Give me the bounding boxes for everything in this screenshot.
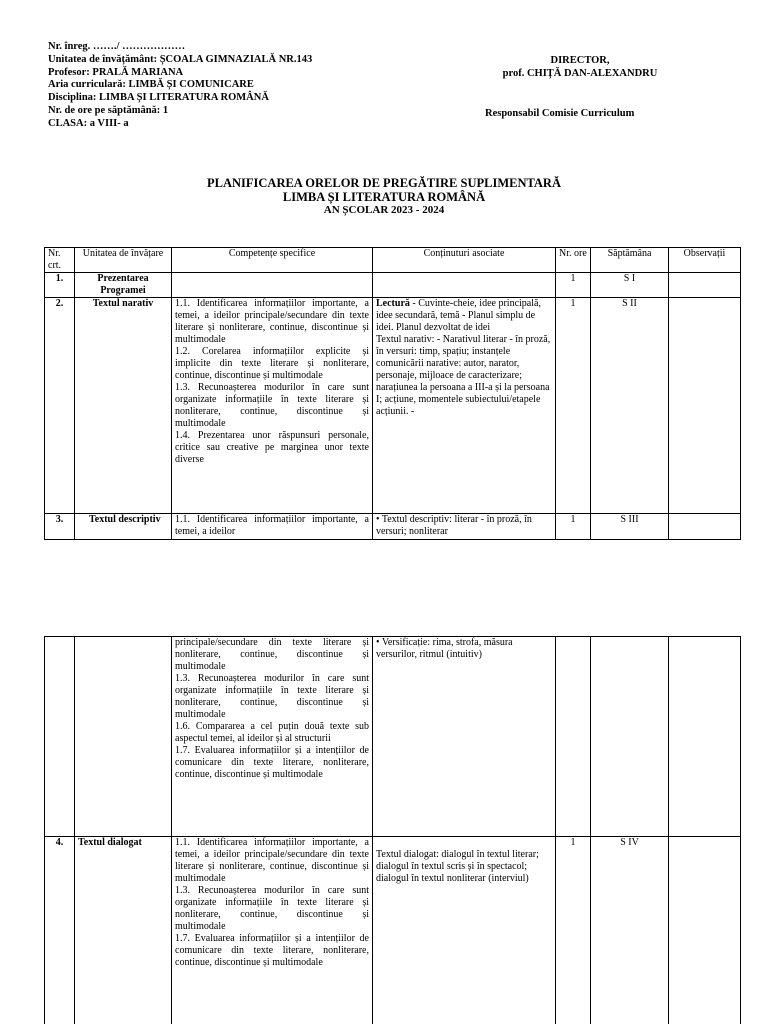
row-unitatea: Prezentarea Programei	[75, 273, 172, 298]
row-competente	[172, 298, 373, 514]
row-saptamana: S I	[591, 273, 669, 298]
planning-table	[44, 247, 741, 540]
header-ore: Nr. ore	[556, 248, 591, 273]
row-ore: 1	[556, 298, 591, 514]
subject: Disciplina: LIMBA ȘI LITERATURA ROMÂNĂ	[48, 92, 269, 104]
row-saptamana: S II	[591, 298, 669, 514]
weekly-hours: Nr. de ore pe săptămână: 1	[48, 104, 169, 116]
row-continuturi	[373, 837, 556, 1024]
director-block	[480, 55, 680, 81]
competenta-item: 1.3. Recunoașterea modurilor în care sunt organizate informațiile în texte literare și nonliterare, continue, discontinue și multimodale	[175, 673, 369, 720]
curricular-area: Aria curriculară: LIMBĂ ȘI COMUNICARE	[48, 79, 254, 91]
title-line-2: LIMBA ȘI LITERATURA ROMÂNĂ	[282, 190, 486, 204]
row-competente	[172, 837, 373, 1024]
continut-bold: Lectură	[376, 298, 410, 309]
document-page-2	[0, 636, 768, 1024]
header-competente: Competențe specifice	[172, 248, 373, 273]
school-unit: Unitatea de învățământ: ȘCOALA GIMNAZIALĂ NR.143	[48, 53, 313, 65]
row-continuturi	[373, 514, 556, 540]
row-unitatea: Textul descriptiv	[75, 514, 172, 540]
competenta-item: 1.3. Recunoașterea modurilor în care sunt organizate informațiile în texte literare și nonliterare, continue, discontinue și multimodale	[175, 382, 369, 429]
table-row	[45, 298, 741, 514]
registration-number: Nr. înreg. ……./ ………………	[48, 41, 186, 52]
header-unitatea: Unitatea de învățare	[75, 248, 172, 273]
director-title: DIRECTOR,	[550, 55, 610, 66]
row-saptamana: S IV	[591, 837, 669, 1024]
competenta-item: 1.3. Recunoașterea modurilor în care sunt organizate informațiile în texte literare și nonliterare, continue, discontinue și multimodale	[175, 885, 369, 932]
competenta-item: 1.7. Evaluarea informațiilor și a intențiilor de comunicare din texte literare, nonliterare, continue, discontinue și multimodale	[175, 745, 369, 780]
row-ore: 1	[556, 837, 591, 1024]
row-nr: 2.	[45, 298, 75, 514]
row-nr	[45, 637, 75, 837]
competenta-item: 1.2. Corelarea informațiilor explicite și implicite din texte literare și nonliterare, continue, discontinue și multimodale	[175, 346, 369, 381]
table-row-continued	[45, 637, 741, 837]
teacher: Profesor: PRALĂ MARIANA	[48, 66, 184, 78]
curriculum-committee-label: Responsabil Comisie Curriculum	[485, 108, 635, 119]
table-row	[45, 837, 741, 1024]
row-nr: 3.	[45, 514, 75, 540]
competenta-item: 1.6. Compararea a cel puțin două texte sub aspectul temei, al ideilor și al structurii	[175, 721, 369, 744]
row-saptamana	[591, 637, 669, 837]
row-ore	[556, 637, 591, 837]
school-header	[48, 41, 312, 131]
competenta-item: 1.1. Identificarea informațiilor importante, a temei, a ideilor	[175, 514, 369, 537]
row-observatii	[669, 273, 741, 298]
row-continuturi	[373, 637, 556, 837]
page-gap	[0, 560, 768, 636]
row-competente	[172, 637, 373, 837]
school-year: AN ȘCOLAR 2023 - 2024	[323, 204, 445, 216]
row-unitatea: Textul narativ	[75, 298, 172, 514]
row-observatii	[669, 514, 741, 540]
competenta-item: 1.1. Identificarea informațiilor importante, a temei, a ideilor principale/secundare din texte literare și nonliterare, continue, discontinue și multimodale	[175, 298, 369, 345]
competenta-item: 1.1. Identificarea informațiilor importante, a temei, a ideilor principale/secundare din texte literare și nonliterare, continue, discontinue și multimodale	[175, 837, 369, 884]
header-nr: Nr. crt.	[45, 248, 75, 273]
row-observatii	[669, 298, 741, 514]
row-ore: 1	[556, 514, 591, 540]
row-nr: 4.	[45, 837, 75, 1024]
competenta-item: 1.4. Prezentarea unor răspunsuri personale, critice sau creative pe marginea unor texte diverse	[175, 430, 369, 465]
competenta-item: 1.7. Evaluarea informațiilor și a intențiilor de comunicare din texte literare, nonliterare, continue, discontinue și multimodale	[175, 933, 369, 968]
row-competente	[172, 273, 373, 298]
header-continuturi: Conținuturi asociate	[373, 248, 556, 273]
table-header-row	[45, 248, 741, 273]
director-name: prof. CHIȚĂ DAN-ALEXANDRU	[502, 67, 658, 79]
row-unitatea	[75, 637, 172, 837]
row-observatii	[669, 637, 741, 837]
header-saptamana: Săptămâna	[591, 248, 669, 273]
row-competente	[172, 514, 373, 540]
continut-item: Textul narativ: - Narativul literar - în proză, în versuri: timp, spațiu; instanțele comunicării narative: autor, narator, personaje, mijloace de caracterizare; narațiunea la persoana a III-a și la persoana I; acțiune, momentele subiectului/etapele acțiunii. -	[376, 334, 551, 417]
continut-item	[376, 298, 552, 334]
table-row	[45, 514, 741, 540]
row-continuturi	[373, 273, 556, 298]
row-nr: 1.	[45, 273, 75, 298]
document-title	[0, 176, 768, 217]
continut-item: • Versificație: rima, strofa, măsura versurilor, ritmul (intuitiv)	[376, 637, 513, 660]
competenta-item: principale/secundare din texte literare și nonliterare, continue, discontinue și multimodale	[175, 637, 369, 672]
class-grade: CLASA: a VIII- a	[48, 117, 129, 129]
continut-item: Textul dialogat: dialogul în textul literar; dialogul în textul scris și în spectacol; dialogul în textul nonliterar (interviul)	[376, 849, 539, 884]
header-observatii: Observații	[669, 248, 741, 273]
row-continuturi	[373, 298, 556, 514]
row-unitatea: Textul dialogat	[75, 837, 172, 1024]
row-ore: 1	[556, 273, 591, 298]
row-saptamana: S III	[591, 514, 669, 540]
continut-text: - Cuvinte-cheie, idee principală, idee secundară, temă - Planul simplu de idei. Planul dezvoltat de idei	[376, 298, 541, 333]
table-row	[45, 273, 741, 298]
row-observatii	[669, 837, 741, 1024]
continut-item: • Textul descriptiv: literar - în proză, în versuri; nonliterar	[376, 514, 532, 537]
title-line-1: PLANIFICAREA ORELOR DE PREGĂTIRE SUPLIMENTARĂ	[207, 176, 561, 190]
planning-table-continued	[44, 636, 741, 1024]
